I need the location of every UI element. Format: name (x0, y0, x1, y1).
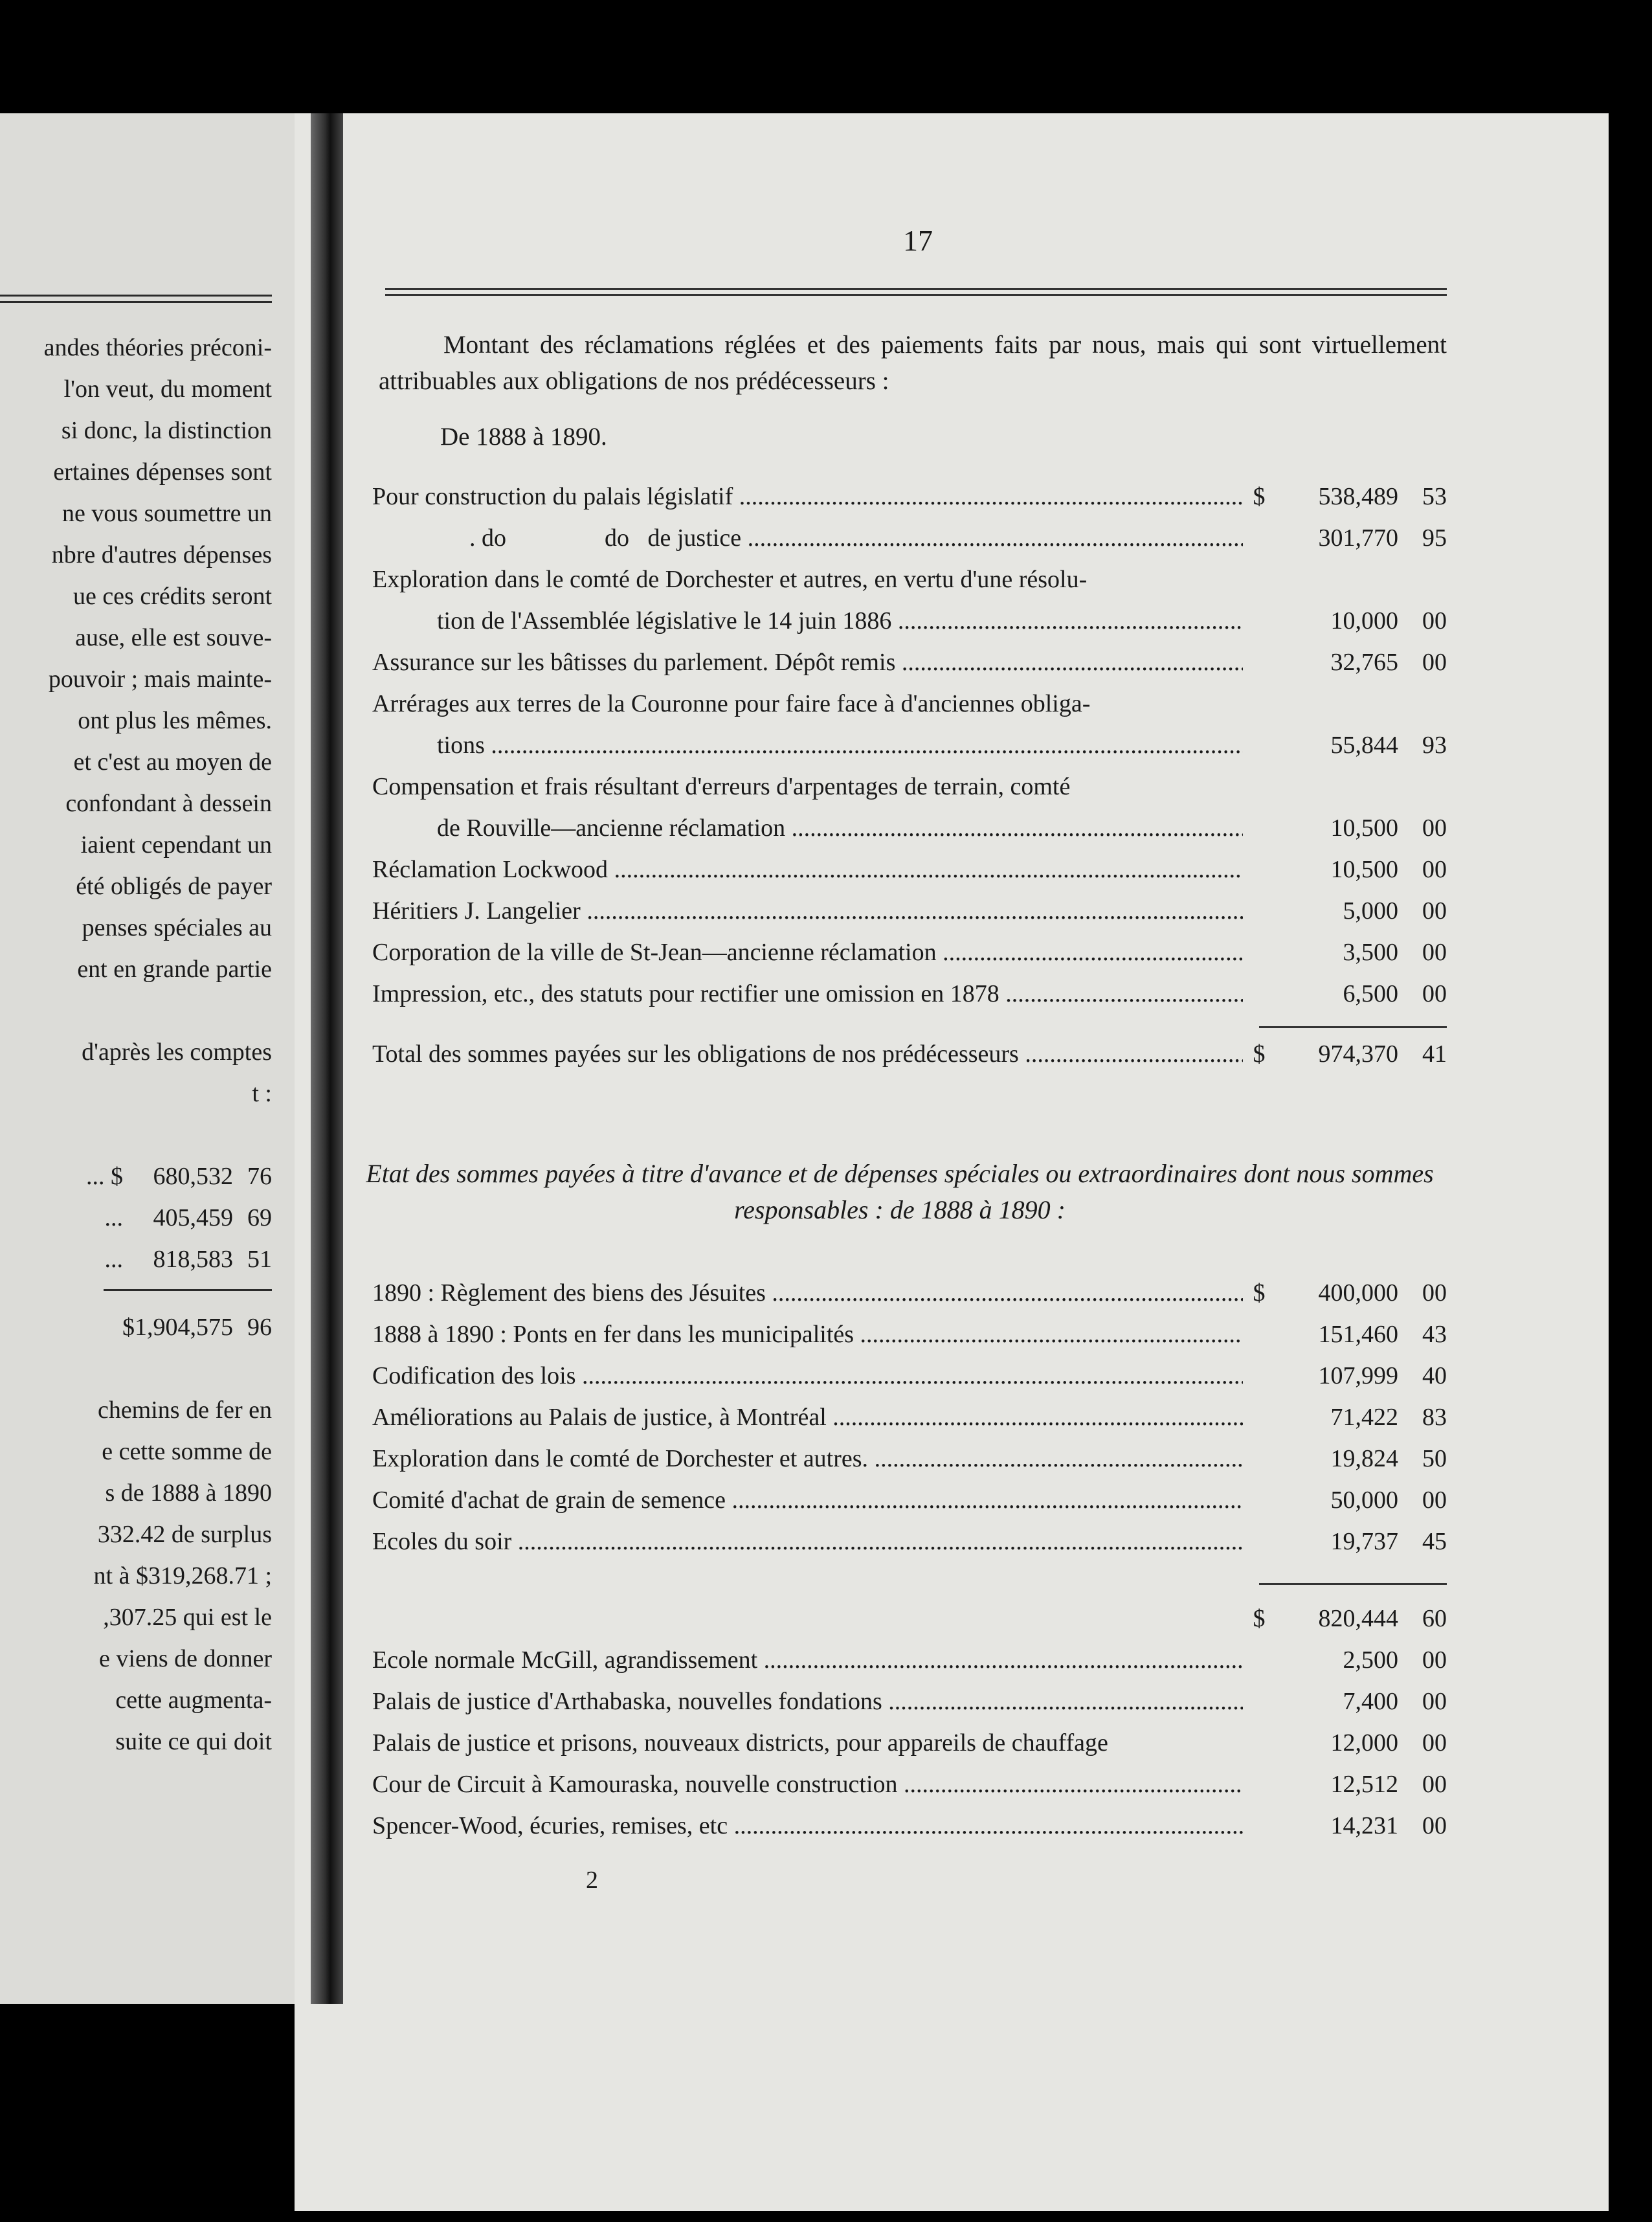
ledger-label: Exploration dans le comté de Dorchester et autres, en vertu d'une résolu- (372, 566, 1088, 593)
ledger-cents: 00 (1422, 1812, 1447, 1839)
ledger-total-row (372, 1040, 1447, 1081)
left-line: pouvoir ; mais mainte- (48, 666, 272, 693)
ledger-amount: 5,000 (1343, 897, 1398, 925)
ledger-row (372, 524, 1447, 565)
ledger-cents: 45 (1422, 1528, 1447, 1555)
ledger-label: Assurance sur les bâtisses du parlement. Dépôt remis ..... (372, 648, 1243, 677)
left-total-cents: 96 (247, 1314, 272, 1341)
ledger-label: Pour construction du palais législatif ..... (372, 482, 1243, 511)
left-line: ,307.25 qui est le (103, 1604, 272, 1631)
ledger-cents: 00 (1422, 814, 1447, 842)
ledger-amount: 10,500 (1330, 814, 1398, 842)
ledger-cents: 00 (1422, 649, 1447, 676)
ledger-cents: 00 (1422, 1279, 1447, 1307)
ledger-amount: 10,500 (1330, 856, 1398, 883)
left-amount-dollars: 405,459 (153, 1204, 233, 1231)
ledger-label: Palais de justice et prisons, nouveaux districts, pour appareils de chauffage (372, 1729, 1108, 1756)
left-header-rule (0, 295, 272, 297)
left-amount-lead: ... (104, 1204, 123, 1231)
ledger-label: Compensation et frais résultant d'erreurs d'arpentages de terrain, comté (372, 773, 1071, 800)
ledger-amount: 14,231 (1330, 1812, 1398, 1839)
left-line: ertaines dépenses sont (53, 458, 272, 486)
ledger-label: Spencer-Wood, écuries, remises, etc ..... (372, 1812, 1243, 1840)
ledger-amount: 301,770 (1318, 524, 1398, 552)
ledger-cents: 00 (1422, 1729, 1447, 1756)
ledger-dollar-sign: $ (1253, 1040, 1266, 1068)
ledger-row (372, 1729, 1447, 1770)
left-amount-dollars: 818,583 (153, 1246, 233, 1273)
ledger-cents: 83 (1422, 1404, 1447, 1431)
ledger-row (372, 648, 1447, 690)
ledger-row (372, 1403, 1447, 1444)
left-amount-lead: ... (104, 1246, 123, 1273)
ledger-section-1 (372, 482, 1447, 1081)
left-line: l'on veut, du moment (63, 376, 272, 403)
ledger-amount: 151,460 (1318, 1321, 1398, 1348)
ledger-label: Héritiers J. Langelier ..... (372, 897, 1243, 925)
left-line: si donc, la distinction (61, 417, 272, 444)
left-amount-cents: 76 (247, 1163, 272, 1190)
ledger-dollar-sign: $ (1253, 483, 1266, 510)
left-line: nt à $319,268.71 ; (93, 1562, 272, 1589)
ledger-row (372, 482, 1447, 524)
left-line: ent en grande partie (77, 956, 272, 983)
left-line: ue ces crédits seront (73, 583, 272, 610)
ledger-amount: 12,512 (1330, 1771, 1398, 1798)
ledger-label: Améliorations au Palais de justice, à Montréal ..... (372, 1403, 1243, 1431)
left-line: andes théories préconi- (43, 334, 272, 361)
ledger-amount: 400,000 (1318, 1279, 1398, 1307)
ledger-amount: 6,500 (1343, 980, 1398, 1007)
ledger-row (372, 1362, 1447, 1403)
ledger-cents: 00 (1422, 1487, 1447, 1514)
ledger-cents: 93 (1422, 732, 1447, 759)
ledger-amount: 3,500 (1343, 939, 1398, 966)
left-header-rule (0, 301, 272, 303)
ledger-row (372, 1527, 1447, 1569)
ledger-cents: 00 (1422, 1771, 1447, 1798)
ledger-cents: 43 (1422, 1321, 1447, 1348)
left-line: d'après les comptes (82, 1038, 272, 1066)
ledger-dollar-sign: $ (1253, 1279, 1266, 1307)
ledger-row (372, 772, 1447, 814)
ledger-cents: 00 (1422, 897, 1447, 925)
ledger-label: 1888 à 1890 : Ponts en fer dans les municipalités ..... (372, 1320, 1243, 1349)
left-line: ause, elle est souve- (75, 624, 272, 651)
ledger-section-2 (372, 1279, 1447, 1894)
ledger-subtotal-row (372, 1604, 1447, 1646)
left-line: nbre d'autres dépenses (51, 541, 272, 568)
ledger-row (372, 855, 1447, 897)
left-line: ne vous soumettre un (61, 500, 272, 527)
ledger-label: tions ..... (372, 731, 1243, 759)
left-line: cette augmenta- (115, 1687, 272, 1714)
ledger-row (372, 814, 1447, 855)
left-line: suite ce qui doit (115, 1728, 272, 1755)
ledger-row (372, 897, 1447, 938)
ledger-amount: 19,824 (1330, 1445, 1398, 1472)
ledger-amount: 10,000 (1330, 607, 1398, 634)
section-2-title: Etat des sommes payées à titre d'avance et de dépenses spéciales ou extraordinaires dont nous sommes responsables : de 1888 à 1890 : (366, 1159, 1434, 1224)
ledger-row (372, 1770, 1447, 1812)
ledger-cents: 00 (1422, 856, 1447, 883)
ledger-amount: 71,422 (1330, 1404, 1398, 1431)
ledger-row (372, 607, 1447, 648)
left-amount-row (0, 1239, 272, 1280)
ledger-cents: 95 (1422, 524, 1447, 552)
left-line: s de 1888 à 1890 (105, 1479, 272, 1507)
ledger-label: Exploration dans le comté de Dorchester et autres. ..... (372, 1444, 1243, 1473)
ledger-row (372, 1646, 1447, 1687)
ledger-amount: 107,999 (1318, 1362, 1398, 1389)
left-amount-row (0, 1197, 272, 1239)
ledger-label: Impression, etc., des statuts pour rectifier une omission en 1878 ..... (372, 980, 1243, 1008)
ledger-row (372, 1486, 1447, 1527)
ledger-label: Ecoles du soir ..... (372, 1527, 1243, 1556)
ledger-label: de Rouville—ancienne réclamation ..... (372, 814, 1243, 842)
ledger-cents: 00 (1422, 1646, 1447, 1674)
ledger-label: Codification des lois ..... (372, 1362, 1243, 1390)
ledger-cents: 00 (1422, 1688, 1447, 1715)
ledger-amount: 12,000 (1330, 1729, 1398, 1756)
ledger-row (372, 1812, 1447, 1853)
ledger-cents: 40 (1422, 1362, 1447, 1389)
ledger-amount: 7,400 (1343, 1688, 1398, 1715)
ledger-cents: 00 (1422, 939, 1447, 966)
left-page-text (0, 327, 272, 1762)
left-amount-row (0, 1156, 272, 1197)
ledger-cents: 00 (1422, 607, 1447, 634)
page-number: 17 (903, 224, 933, 257)
ledger-label: 1890 : Règlement des biens des Jésuites ..... (372, 1279, 1243, 1307)
left-line: été obligés de payer (76, 873, 272, 900)
ledger-row (372, 1687, 1447, 1729)
intro-paragraph: Montant des réclamations réglées et des paiements faits par nous, mais qui sont virtuellement attribuables aux obligations de nos prédécesseurs : (379, 331, 1447, 395)
left-line: 332.42 de surplus (97, 1521, 272, 1548)
ledger-total-cents: 41 (1422, 1040, 1447, 1068)
ledger-row (372, 690, 1447, 731)
ledger-amount: 50,000 (1330, 1487, 1398, 1514)
ledger-row (372, 731, 1447, 772)
ledger-amount: 32,765 (1330, 649, 1398, 676)
ledger-row (372, 565, 1447, 607)
ledger-row (372, 980, 1447, 1021)
ledger-label: Ecole normale McGill, agrandissement ..... (372, 1646, 1243, 1674)
ledger-row (372, 1279, 1447, 1320)
left-page (0, 113, 311, 2004)
ledger-label: Corporation de la ville de St-Jean—ancienne réclamation ..... (372, 938, 1243, 967)
left-line: chemins de fer en (97, 1397, 272, 1424)
left-line: et c'est au moyen de (73, 748, 272, 776)
ledger-label: Réclamation Lockwood ..... (372, 855, 1243, 884)
ledger-row (372, 938, 1447, 980)
ledger-amount: 19,737 (1330, 1528, 1398, 1555)
ledger-dollar-sign: $ (1253, 1605, 1266, 1632)
left-line: iaient cependant un (80, 831, 272, 858)
ledger-amount: 538,489 (1318, 483, 1398, 510)
left-line: penses spéciales au (82, 914, 272, 941)
book-binding (311, 113, 343, 2004)
ledger-label: . do do de justice ..... (372, 524, 1243, 552)
left-line: t : (252, 1080, 272, 1107)
header-rules (385, 288, 1447, 300)
ledger-row (372, 1320, 1447, 1362)
ledger-label: Comité d'achat de grain de semence ..... (372, 1486, 1243, 1514)
ledger-label: Palais de justice d'Arthabaska, nouvelles fondations ..... (372, 1687, 1243, 1716)
ledger-cents: 53 (1422, 483, 1447, 510)
left-amount-lead: ... $ (86, 1163, 123, 1190)
subtotal-rule (1259, 1583, 1447, 1585)
period-heading: De 1888 à 1890. (440, 423, 607, 451)
ledger-row (372, 1444, 1447, 1486)
ledger-subtotal-cents: 60 (1422, 1605, 1447, 1632)
left-amount-cents: 51 (247, 1246, 272, 1273)
left-line: ont plus les mêmes. (78, 707, 272, 734)
left-total-rule (104, 1289, 272, 1291)
ledger-total-label: Total des sommes payées sur les obligations de nos prédécesseurs ..... (372, 1040, 1243, 1068)
left-amount-dollars: 680,532 (153, 1163, 233, 1190)
ledger-total-amount: 974,370 (1318, 1040, 1398, 1068)
ledger-cents: 00 (1422, 980, 1447, 1007)
left-line: e viens de donner (99, 1645, 272, 1672)
left-line: confondant à dessein (65, 790, 272, 817)
ledger-subtotal-amount: 820,444 (1318, 1605, 1398, 1632)
left-total-row (0, 1307, 272, 1348)
ledger-amount: 55,844 (1330, 732, 1398, 759)
ledger-label: tion de l'Assemblée législative le 14 juin 1886 ..... (372, 607, 1243, 635)
left-line: e cette somme de (102, 1438, 272, 1465)
signature-mark: 2 (586, 1867, 598, 1894)
left-amount-cents: 69 (247, 1204, 272, 1231)
total-rule (1259, 1026, 1447, 1028)
left-total-dollars: $1,904,575 (122, 1314, 233, 1341)
ledger-cents: 50 (1422, 1445, 1447, 1472)
ledger-label: Arrérages aux terres de la Couronne pour faire face à d'anciennes obliga- (372, 690, 1091, 717)
ledger-label: Cour de Circuit à Kamouraska, nouvelle construction ..... (372, 1770, 1243, 1799)
ledger-amount: 2,500 (1343, 1646, 1398, 1674)
